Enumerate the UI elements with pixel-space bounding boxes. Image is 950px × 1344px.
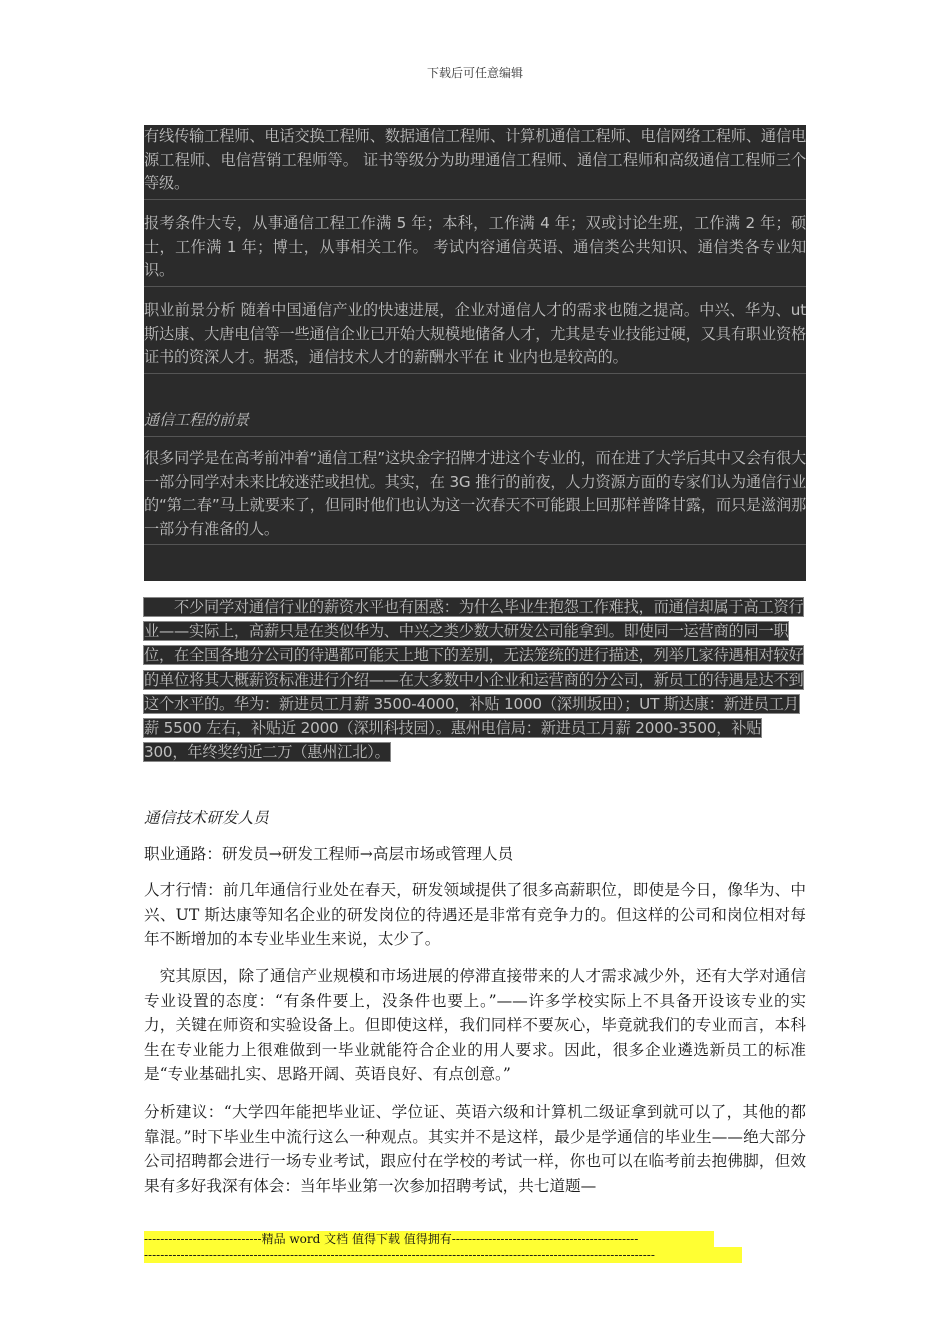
footer-line-1: -----------------------------精品 word 文档 值得下载 值得拥有----------------------------------------------	[144, 1231, 714, 1247]
footer-line-2: ------------------------------------------------------------------------------------------------------------------------------	[144, 1247, 742, 1263]
talent-market-paragraph: 人才行情：前几年通信行业处在春天，研发领域提供了很多高薪职位，即使是今日，像华为、中兴、UT 斯达康等知名企业的研发岗位的待遇还是非常有竞争力的。但这样的公司和岗位相对每年不断增加的本专业毕业生来说，太少了。	[144, 881, 806, 948]
prospect-paragraph: 很多同学是在高考前冲着“通信工程”这块金字招牌才进这个专业的，而在进了大学后其中又会有很大一部分同学对未来比较迷茫或担忧。其实，在 3G 推行的前夜，人力资源方面的专家们认为通信行业的“第二春”马上就要来了，但同时他们也认为这一次春天不可能跟上回那样普降甘露，而只是滋润那一部分有准备的人。	[144, 447, 806, 545]
salary-paragraph	[144, 595, 806, 764]
salary-text: 不少同学对通信行业的薪资水平也有困惑：为什么毕业生抱怨工作难找，而通信却属于高工资行业——实际上，高薪只是在类似华为、中兴之类少数大研发公司能拿到。即使同一运营商的同一职位，在全国各地分公司的待遇都可能天上地下的差别，无法笼统的进行描述，列举几家待遇相对较好的单位将其大概薪资标准进行介绍——在大多数中小企业和运营商的分公司，新员工的待遇是达不到这个水平的。华为：新进员工月薪 3500-4000，补贴 1000（深圳坂田）；UT 斯达康：新进员工月薪 5500 左右，补贴近 2000（深圳科技园）。惠州电信局：新进员工月薪 2000-3500，补贴 300，年终奖约近二万（惠州江北）。	[144, 598, 804, 762]
career-prospect-paragraph: 职业前景分析 随着中国通信产业的快速进展，企业对通信人才的需求也随之提高。中兴、华为、ut 斯达康、大唐电信等一些通信企业已开始大规模地储备人才，尤其是专业技能过硬，又具有职业资格证书的资深人才。据悉，通信技术人才的薪酬水平在 it 业内也是较高的。	[144, 299, 806, 374]
reason-paragraph: 究其原因，除了通信产业规模和市场进展的停滞直接带来的人才需求减少外，还有大学对通信专业设置的态度：“有条件要上，没条件也要上。”——许多学校实际上不具备开设该专业的实力，关键在师资和实验设备上。但即使这样，我们同样不要灰心，毕竟就我们的专业而言，本科生在专业能力上很难做到一毕业就能符合企业的用人要求。因此，很多企业遴选新员工的标准是“专业基础扎实、思路开阔、英语良好、有点创意。”	[144, 967, 806, 1083]
certificate-types-paragraph: 有线传输工程师、电话交换工程师、数据通信工程师、计算机通信工程师、电信网络工程师、通信电源工程师、电信营销工程师等。 证书等级分为助理通信工程师、通信工程师和高级通信工程师三个等级。	[144, 125, 806, 200]
career-path-paragraph: 职业通路：研发员→研发工程师→高层市场或管理人员	[144, 845, 514, 863]
advice-paragraph: 分析建议：“大学四年能把毕业证、学位证、英语六级和计算机二级证拿到就可以了，其他的都靠混。”时下毕业生中流行这么一种观点。其实并不是这样，最少是学通信的毕业生——绝大部分公司招聘都会进行一场专业考试，跟应付在学校的考试一样，你也可以在临考前去抱佛脚，但效果有多好我深有体会：当年毕业第一次参加招聘考试，共七道题—	[144, 1103, 806, 1195]
exam-conditions-paragraph: 报考条件大专，从事通信工程工作满 5 年；本科，工作满 4 年；双或讨论生班，工作满 2 年；硕士，工作满 1 年；博士，从事相关工作。 考试内容通信英语、通信类公共知识、通信类各专业知识。	[144, 212, 806, 287]
dark-highlight-block	[144, 125, 806, 581]
page-header: 下载后可任意编辑	[426, 66, 523, 80]
section-heading-prospect: 通信工程的前景	[144, 409, 806, 437]
page-footer	[144, 1231, 742, 1263]
section-heading-rd: 通信技术研发人员	[144, 809, 269, 827]
